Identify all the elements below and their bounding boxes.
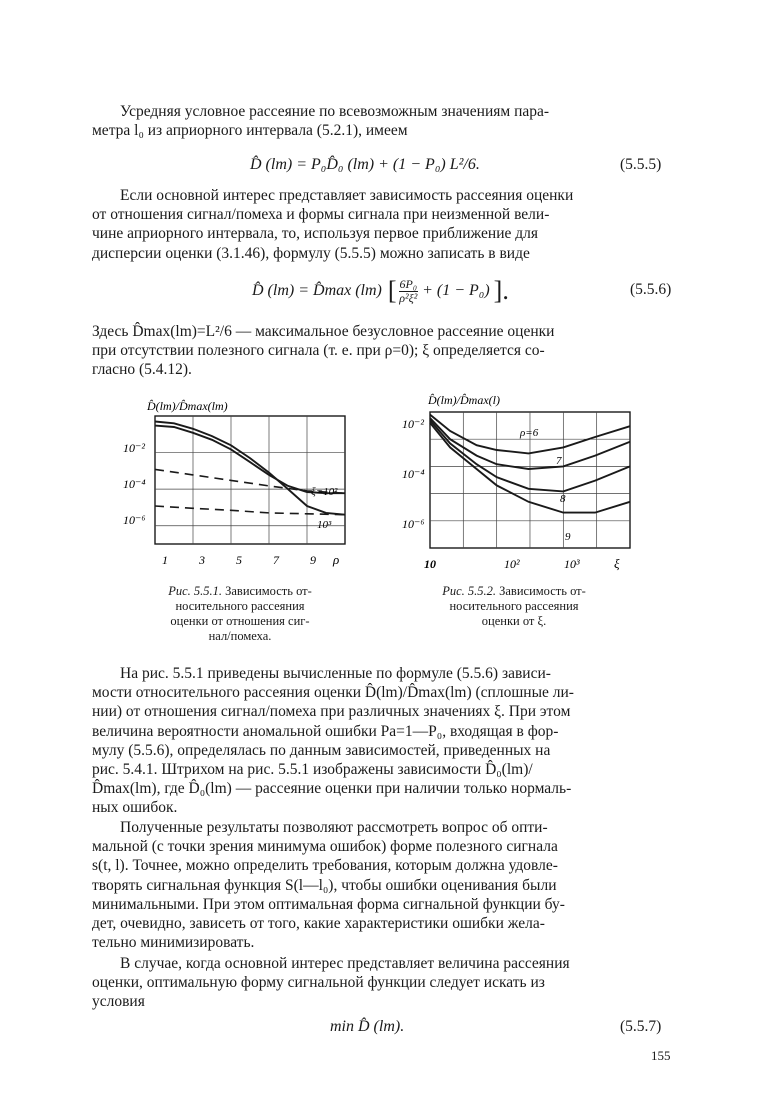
- paragraph-4: [92, 664, 680, 818]
- text-line: тельно минимизировать.: [92, 934, 255, 952]
- text-line: рис. 5.4.1. Штрихом на рис. 5.5.1 изображены зависимости D̂₀(lm)/: [92, 761, 533, 779]
- paragraph-3: [92, 322, 680, 380]
- text-line: D̂max(lm), где D̂₀(lm) — рассеяние оценки при наличии только нормаль-: [92, 780, 572, 798]
- figure-caption-5-5-2: [414, 584, 614, 629]
- equation-number: (5.5.6): [630, 281, 672, 298]
- text-line: при отсутствии полезного сигнала (т. е. при ρ=0); ξ определяется со-: [92, 342, 545, 360]
- paragraph-2: [92, 186, 680, 263]
- figure-caption-5-5-1: [140, 584, 340, 644]
- curve-label: ρ=6: [520, 427, 539, 439]
- text-line: от отношения сигнал/помеха и формы сигнала при неизменной вели-: [92, 206, 550, 224]
- y-tick-label: 10⁻⁴: [123, 477, 146, 491]
- caption-title: Рис. 5.5.2.: [442, 584, 496, 598]
- caption-title: Рис. 5.5.1.: [168, 584, 222, 598]
- text-line: мости относительного рассеяния оценки D̂(lm)/D̂max(lm) (сплошные ли-: [92, 684, 574, 702]
- equation-number: (5.5.7): [620, 1018, 662, 1035]
- equation-number: (5.5.5): [620, 156, 662, 173]
- curve-label: 10³: [317, 519, 332, 531]
- caption-line: нал/помеха.: [208, 629, 272, 643]
- text-line: творять сигнальная функция S(l—l₀), чтобы ошибки оценивания были: [92, 876, 557, 894]
- equation-5-5-6: D̂ (lm) = D̂max (lm) [ $\frac{\text{6P₀}}{\text{ρ²ξ²}}$ + (1 − P₀) ].: [252, 276, 509, 305]
- y-tick-label: 10⁻⁶: [402, 517, 425, 531]
- figure-5-5-1: [105, 388, 375, 588]
- text-line: На рис. 5.5.1 приведены вычисленные по формуле (5.5.6) зависи-: [120, 665, 551, 682]
- equation-lhs: D̂ (lm) = D̂max (lm): [252, 282, 382, 299]
- y-axis-label: D̂(lm)/D̂max(lm): [147, 399, 228, 413]
- text-line: мулу (5.5.6), определялась по данным зависимостей, приведенных на: [92, 741, 551, 759]
- x-tick-label: 10³: [564, 557, 580, 571]
- text-line: нии) от отношения сигнал/помеха при различных значениях ξ. При этом: [92, 703, 571, 721]
- text-line: дет, очевидно, зависеть от того, какие характеристики ошибки жела-: [92, 915, 545, 933]
- fraction: [399, 278, 419, 305]
- x-axis-unit: ρ: [333, 552, 340, 567]
- y-tick-label: 10⁻⁴: [402, 467, 425, 481]
- text-line: Здесь D̂max(lm)=L²/6 — максимальное безусловное рассеяние оценки: [92, 323, 555, 340]
- figure-5-5-2: [400, 388, 650, 588]
- x-tick-label: 7: [273, 553, 279, 567]
- text-line: s(t, l). Точнее, можно определить требования, которым должна удовле-: [92, 857, 558, 875]
- caption-line: носительного рассеяния: [449, 599, 579, 613]
- text-line: В случае, когда основной интерес представляет величина рассеяния: [120, 955, 570, 972]
- caption-line: Зависимость от-: [499, 584, 586, 598]
- y-tick-label: 10⁻⁶: [123, 513, 146, 527]
- text-line: гласно (5.4.12).: [92, 361, 192, 379]
- series-line-2: [155, 422, 345, 515]
- curve-label: 7: [556, 455, 562, 467]
- equation-5-5-5: D̂ (lm) = P₀D̂₀ (lm) + (1 − P₀) L²/6.: [250, 156, 480, 173]
- text-line: Усредняя условное рассеяние по всевозможным значениям пара-: [120, 103, 550, 120]
- x-tick-label: 5: [236, 553, 242, 567]
- x-tick-label: 9: [310, 553, 316, 567]
- text-line: Полученные результаты позволяют рассмотреть вопрос об опти-: [120, 819, 548, 836]
- x-tick-label: 10: [424, 557, 436, 571]
- caption-line: оценки от отношения сиг-: [170, 614, 310, 628]
- text-line: условия: [92, 993, 145, 1011]
- y-axis-label: D̂(lm)/D̂max(l): [428, 393, 500, 407]
- text-line: оценки, оптимальную форму сигнальной функции следует искать из: [92, 974, 545, 992]
- x-tick-label: 1: [162, 553, 168, 567]
- fraction-denominator: ρ²ξ²: [399, 290, 418, 305]
- paragraph-6: [92, 954, 680, 1012]
- text-line: ных ошибок.: [92, 799, 178, 817]
- y-tick-label: 10⁻²: [123, 441, 145, 455]
- equation-5-5-7: min D̂ (lm).: [330, 1018, 405, 1035]
- y-tick-label: 10⁻²: [402, 417, 424, 431]
- text-line: метра l₀ из априорного интервала (5.2.1), имеем: [92, 122, 408, 140]
- curve-label: ξ=10²: [311, 486, 338, 498]
- curve-label: 9: [565, 531, 571, 543]
- curves: [155, 422, 345, 515]
- caption-line: оценки от ξ.: [481, 614, 547, 628]
- text-line: Если основной интерес представляет зависимость рассеяния оценки: [120, 187, 574, 204]
- x-axis-unit: ξ: [614, 556, 620, 571]
- x-tick-label: 3: [199, 553, 205, 567]
- text-line: мальной (с точки зрения минимума ошибок) форме полезного сигнала: [92, 838, 558, 856]
- text-line: минимальными. При этом оптимальная форма сигнальной функции бу-: [92, 895, 565, 913]
- paragraph-5: [92, 818, 680, 952]
- page-number: 155: [651, 1048, 671, 1063]
- text-line: величина вероятности аномальной ошибки Pa=1—P₀, входящая в фор-: [92, 722, 559, 740]
- caption-line: Зависимость от-: [225, 584, 312, 598]
- x-tick-label: 10²: [504, 557, 520, 571]
- fraction-numerator: 6P₀: [399, 276, 418, 291]
- curve-label: 8: [560, 493, 566, 505]
- text-line: чине априорного интервала, то, используя первое приближение для: [92, 225, 539, 243]
- caption-line: носительного рассеяния: [175, 599, 305, 613]
- text-line: дисперсии оценки (3.1.46), формулу (5.5.5) можно записать в виде: [92, 244, 530, 262]
- paragraph-1: [92, 102, 680, 140]
- equation-rest: + (1 − P₀): [422, 282, 490, 299]
